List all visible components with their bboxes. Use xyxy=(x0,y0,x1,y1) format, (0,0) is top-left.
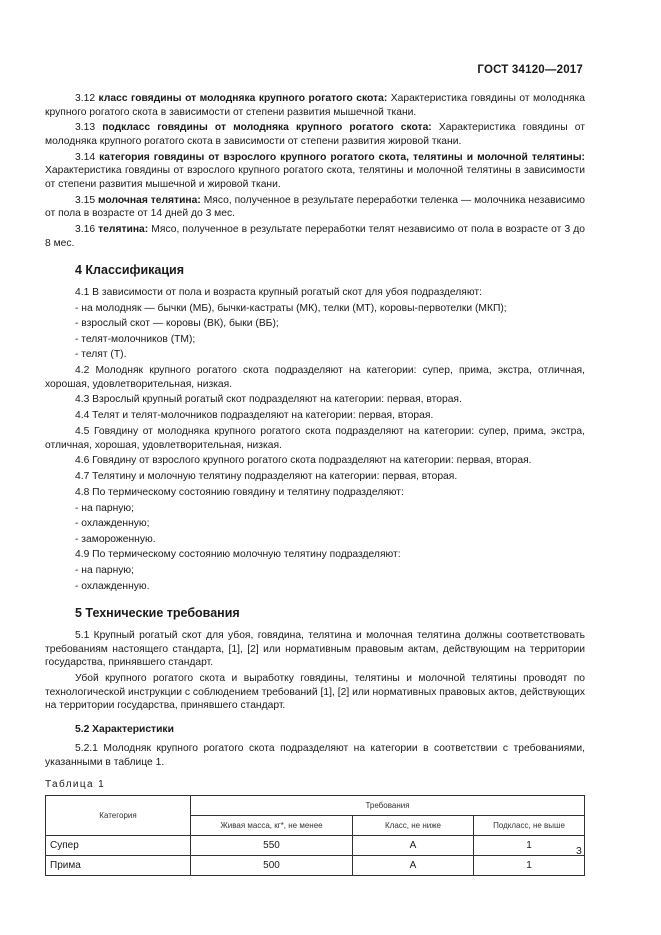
clause-3-12 xyxy=(45,92,585,119)
clause-4-6: 4.6 Говядину от взрослого крупного рогатого скота подразделяют на категории: первая, вторая. xyxy=(75,455,532,467)
section-4-title: 4 Классификация xyxy=(75,263,185,278)
clause-number: 3.13 xyxy=(75,122,96,134)
standard-header: ГОСТ 34120—2017 xyxy=(477,64,583,76)
header-requirements: Требования xyxy=(191,796,585,816)
clause-number: 3.15 xyxy=(75,194,96,206)
clause-4-7: 4.7 Телятину и молочную телятину подразделяют на категории: первая, вторая. xyxy=(75,471,458,483)
list-item: - на молодняк — бычки (МБ), бычки-кастраты (МК), телки (МТ), коровы-первотелки (МКП); xyxy=(75,302,507,314)
cell-category: Прима xyxy=(46,856,191,876)
term: молочная телятина: xyxy=(97,194,201,206)
clause-4-5: 4.5 Говядину от молодняка крупного рогатого скота подразделяют на категории: супер, прима, экстра, отличная, хорошая, удовлетворительная, низкая. xyxy=(45,425,585,451)
list-item: - телят-молочников (ТМ); xyxy=(75,333,196,345)
term: телятина: xyxy=(98,224,149,236)
term: класс говядины от молодняка крупного рогатого скота: xyxy=(98,93,388,104)
list-item: - охлажденную. xyxy=(75,580,150,592)
list-item: - на парную; xyxy=(75,502,135,514)
table-1 xyxy=(45,795,585,876)
cell-category: Супер xyxy=(46,836,191,856)
clause-number: 3.16 xyxy=(75,224,96,236)
clause-4-4: 4.4 Телят и телят-молочников подразделяют на категории: первая, вторая. xyxy=(75,410,434,422)
table-row xyxy=(46,836,585,856)
clause-4-8: 4.8 По термическому состоянию говядину и телятину подразделяют: xyxy=(75,486,404,498)
clause-number: 3.12 xyxy=(75,93,96,104)
definition: Мясо, полученное в результате переработки телят независимо от пола в возрасте от 3 до 8 мес. xyxy=(45,224,585,249)
cell-class: А xyxy=(353,856,474,876)
definition: Характеристика говядины от молодняка крупного рогатого скота в зависимости от степени развития жировой ткани. xyxy=(45,122,585,147)
clause-5-1-continuation: Убой крупного рогатого скота и выработку говядины, телятины и молочной телятины проводят по технологической инструкции с соблюдением требований [1], [2] или нормативных правовых актов, действующих на территории государства, принявшего стандарт. xyxy=(45,673,585,712)
cell-mass: 550 xyxy=(191,836,353,856)
definition: Мясо, полученное в результате переработки теленка — молочника независимо от пола в возрасте от 14 дней до 3 мес. xyxy=(45,194,585,220)
term: подкласс говядины от молодняка крупного рогатого скота: xyxy=(102,122,432,134)
clause-4-2: 4.2 Молодняк крупного рогатого скота подразделяют на категории: супер, прима, экстра, отличная, хорошая, удовлетворительная, низкая. xyxy=(45,365,585,390)
clause-3-14 xyxy=(45,151,585,192)
header-class: Класс, не ниже xyxy=(353,816,474,836)
header-category: Категория xyxy=(46,796,191,836)
list-item: - замороженную. xyxy=(75,533,156,545)
clause-5-1: 5.1 Крупный рогатый скот для убоя, говядина, телятина и молочная телятина должны соответствовать требованиям настоящего стандарта, [1], [2] или нормативным правовым актам, действующим на территории государства, принявшего стандарт. xyxy=(45,630,585,669)
definition: Характеристика говядины от молодняка крупного рогатого скота в зависимости от степени развития мышечной ткани. xyxy=(45,93,585,118)
definition: Характеристика говядины от взрослого крупного рогатого скота, телятины и молочной телятины в зависимости от степени развития мышечной и жировой ткани. xyxy=(45,165,585,190)
clause-4-3: 4.3 Взрослый крупный рогатый скот подразделяют на категории: первая, вторая. xyxy=(75,394,462,406)
clause-5-2-1: 5.2.1 Молодняк крупного рогатого скота подразделяют на категории в соответствии с требованиями, указанными в таблице 1. xyxy=(45,743,585,768)
page-content xyxy=(45,92,585,876)
list-item: - взрослый скот — коровы (ВК), быки (ВБ); xyxy=(75,318,279,330)
cell-subclass: 1 xyxy=(474,836,585,856)
list-item: - телят (Т). xyxy=(75,349,127,361)
page-number: 3 xyxy=(576,845,582,857)
clause-3-13 xyxy=(45,121,585,148)
table-row xyxy=(46,856,585,876)
clause-number: 3.14 xyxy=(75,151,96,163)
clause-4-9: 4.9 По термическому состоянию молочную телятину подразделяют: xyxy=(75,549,401,561)
list-item: - на парную; xyxy=(75,565,135,577)
term: категория говядины от взрослого крупного рогатого скота, телятины и молочной телятины: xyxy=(99,151,585,163)
table-caption: Таблица 1 xyxy=(45,778,106,790)
header-mass: Живая масса, кг*, не менее xyxy=(191,816,353,836)
cell-class: А xyxy=(353,836,474,856)
cell-mass: 500 xyxy=(191,856,353,876)
clause-4-1: 4.1 В зависимости от пола и возраста крупный рогатый скот для убоя подразделяют: xyxy=(75,286,482,298)
subsection-5-2-title: 5.2 Характеристики xyxy=(75,723,174,735)
list-item: - охлажденную; xyxy=(75,518,150,530)
clause-3-15 xyxy=(45,194,585,221)
section-5-title: 5 Технические требования xyxy=(75,606,240,621)
clause-3-16 xyxy=(45,223,585,250)
cell-subclass: 1 xyxy=(474,856,585,876)
header-subclass: Подкласс, не выше xyxy=(474,816,585,836)
